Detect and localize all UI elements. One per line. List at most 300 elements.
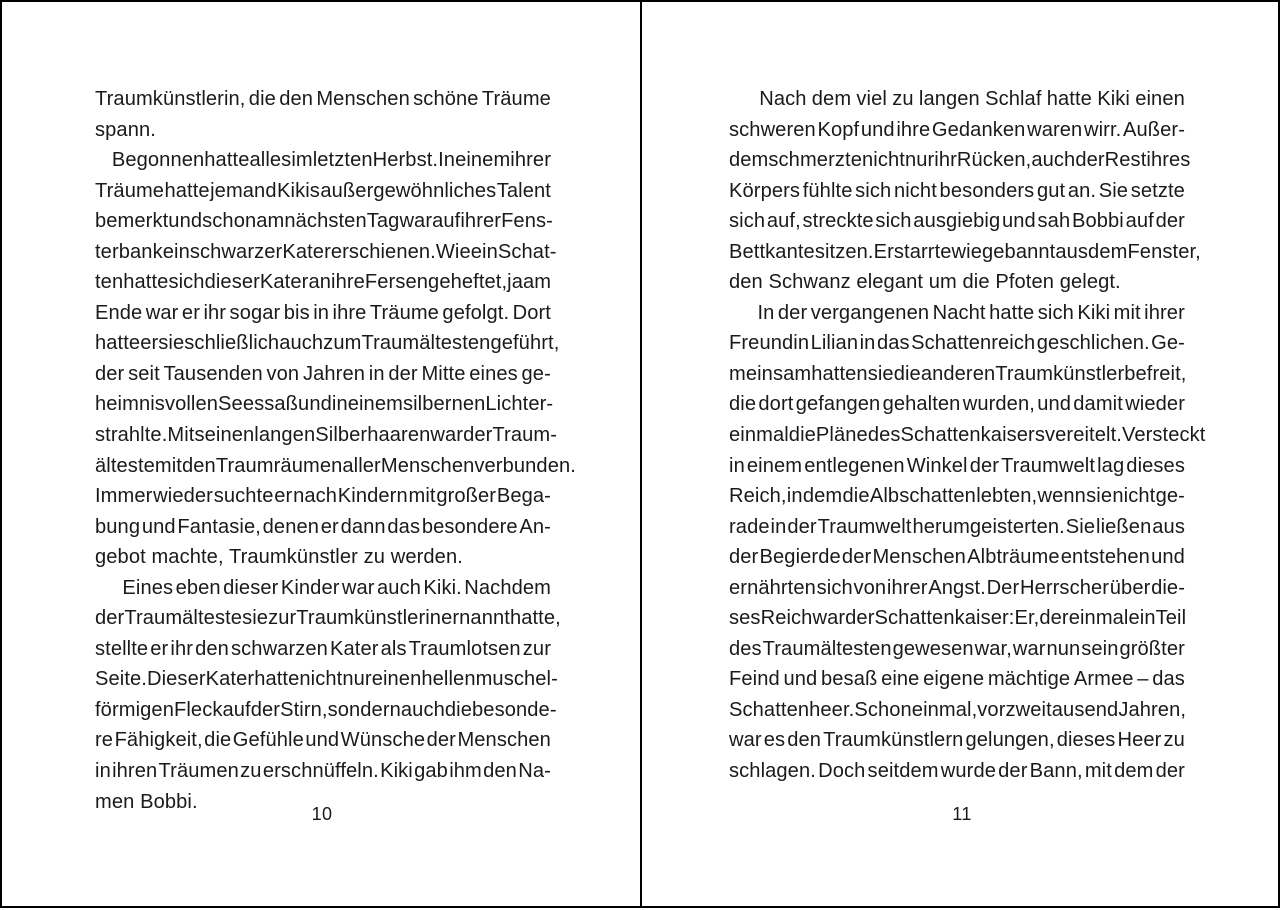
word: dem [1114, 760, 1154, 783]
word: Feind [729, 668, 780, 691]
word: Begonnen [111, 149, 205, 172]
text-line [95, 664, 558, 695]
text-line [95, 756, 551, 787]
word: ten [95, 271, 124, 294]
word: stellte [95, 637, 149, 660]
word: geführt, [490, 332, 560, 355]
word: wurden, [962, 393, 1035, 416]
word: Kiki. [423, 576, 462, 599]
word: ihrer [510, 149, 551, 172]
word: der [1155, 760, 1185, 783]
text-line [95, 145, 551, 176]
word: den [787, 729, 822, 752]
word: viel [856, 88, 887, 110]
text-line [729, 176, 1185, 207]
word: einem [455, 149, 511, 172]
word: Menschen [872, 546, 966, 569]
word: Schlaf [985, 88, 1042, 110]
word: lag [1097, 454, 1125, 477]
word: strahlte. [95, 424, 168, 447]
word: der [1039, 607, 1069, 630]
word: sie [867, 362, 894, 385]
word: ihre [896, 118, 931, 141]
word: ja [507, 271, 523, 294]
word: Der [986, 576, 1020, 599]
right-page-text-block [729, 84, 1206, 787]
word: wirr. [1083, 118, 1122, 141]
word: hatte, [509, 607, 561, 630]
word: Seite. [95, 668, 147, 691]
word: einmal [729, 424, 789, 447]
word: eines [469, 362, 518, 385]
word: Kater [259, 271, 309, 294]
word: alles [249, 149, 292, 172]
word: ließen [1096, 515, 1152, 538]
word: auch [1031, 149, 1076, 172]
word: mit [1113, 301, 1141, 324]
word: dort [758, 393, 794, 416]
word: bung [95, 515, 141, 538]
word: Reich, [729, 485, 787, 508]
word: re [95, 729, 114, 752]
word: den [182, 454, 216, 477]
word: und [305, 729, 340, 752]
line-text: gebot machte, Traumkünstler zu werden. [95, 546, 463, 569]
word: an [308, 271, 331, 294]
word: hellen [421, 668, 476, 691]
word: Gefühle [232, 729, 304, 752]
word: schließlich [184, 332, 280, 355]
word: über [1109, 576, 1151, 599]
word: der [95, 362, 125, 385]
word: Träume [481, 88, 551, 110]
text-line [95, 542, 551, 573]
word: und [783, 668, 818, 691]
word: auf [1125, 210, 1154, 233]
word: der [463, 424, 493, 447]
word: Kindern [337, 485, 408, 508]
word: in [770, 515, 787, 538]
word: sich [816, 576, 853, 599]
word: ihrer [460, 210, 502, 233]
word: ihren [112, 760, 158, 783]
word: auf [222, 698, 251, 721]
text-line [95, 695, 557, 726]
text-line [95, 206, 551, 237]
word: das [1152, 668, 1185, 691]
word: Angst. [928, 576, 986, 599]
paragraph-indent [729, 298, 754, 329]
paragraph-indent [729, 84, 754, 115]
word: Schon [854, 698, 912, 721]
word: zu [892, 88, 914, 110]
word: Immer [95, 485, 153, 508]
word: die [248, 88, 276, 110]
word: ihr [170, 637, 194, 660]
word: dem [811, 88, 852, 110]
word: eigene [923, 668, 985, 691]
word: Traumlotsen [408, 637, 521, 660]
word: Schattenheer. [729, 698, 855, 721]
text-line [729, 389, 1185, 420]
word: dieser [204, 271, 260, 294]
word: von [853, 576, 887, 599]
word: waren [1027, 118, 1083, 141]
text-line [729, 603, 1185, 634]
word: aus [1055, 240, 1089, 263]
word: der [1075, 149, 1105, 172]
word: im [291, 149, 313, 172]
word: Außer- [1122, 118, 1185, 141]
word: er [181, 301, 200, 324]
word: Traum- [492, 424, 558, 447]
word: gab [414, 760, 448, 783]
word: setzte [1130, 179, 1185, 202]
word: wieder [1125, 393, 1185, 416]
text-line [729, 359, 1185, 390]
word: nach [293, 485, 338, 508]
word: er [140, 332, 159, 355]
word: Kiki [380, 760, 413, 783]
word: schon [202, 210, 257, 233]
text-line [95, 267, 551, 298]
word: Bettkante [729, 240, 815, 263]
word: ihrer [886, 576, 928, 599]
right-page-folio: 11 [952, 804, 972, 824]
word: am [523, 271, 552, 294]
word: Begierde [759, 546, 841, 569]
word: besonders [939, 179, 1035, 202]
text-line [95, 603, 561, 634]
word: seitdem [867, 760, 939, 783]
word: Ende [95, 301, 143, 324]
word: Herrscher [1019, 576, 1110, 599]
word: des [729, 637, 762, 660]
word: sich [855, 179, 892, 202]
word: Schattenreich [911, 332, 1036, 355]
word: außergewöhnliches [320, 179, 497, 202]
word: entlegenen [804, 454, 905, 477]
word: meinsam [729, 362, 812, 385]
word: und [298, 393, 332, 416]
word: ihr [203, 301, 227, 324]
text-line [729, 451, 1185, 482]
word: ihres [1146, 149, 1191, 172]
text-line [95, 84, 551, 115]
word: wurde [940, 760, 996, 783]
paragraph-indent [95, 573, 120, 604]
text-line [95, 389, 554, 420]
line-text: spann. [95, 118, 156, 141]
word: eine [881, 668, 920, 691]
word: hatte [164, 179, 210, 202]
word: und [141, 515, 176, 538]
word: Fens- [501, 210, 553, 233]
word: zu [240, 760, 262, 783]
word: Traumkünstlern [823, 729, 964, 752]
paragraph [95, 84, 551, 145]
word: gefolgt. [442, 301, 510, 324]
word: schöne [413, 88, 479, 110]
word: rade [729, 515, 770, 538]
word: und [860, 118, 895, 141]
word: hatte [95, 332, 141, 355]
word: in [786, 485, 803, 508]
word: der [250, 698, 281, 721]
text-line [729, 725, 1185, 756]
word: schmerzte [768, 149, 862, 172]
text-line [95, 634, 551, 665]
word: wie [951, 240, 982, 263]
word: gebannt [982, 240, 1056, 263]
left-book-page [2, 2, 642, 910]
word: der [841, 546, 872, 569]
line-text: men Bobbi. [95, 790, 198, 813]
word: den [483, 760, 517, 783]
word: letzten [312, 149, 373, 172]
word: Mit [167, 424, 195, 447]
word: der [388, 362, 418, 385]
word: besonde- [472, 698, 557, 721]
word: saß [264, 393, 299, 416]
word: Talent [496, 179, 551, 202]
word: Doch [818, 760, 866, 783]
word: An- [519, 515, 551, 538]
word: hatte [204, 149, 250, 172]
word: Jahren, [1118, 698, 1187, 721]
word: der [729, 546, 759, 569]
word: Traumräumen [215, 454, 343, 477]
word: Tausenden [163, 362, 263, 385]
word: er [320, 515, 339, 538]
word: nur [904, 149, 935, 172]
word: ge- [1155, 485, 1185, 508]
text-line [729, 420, 1206, 451]
word: die [788, 424, 816, 447]
word: nur [342, 668, 372, 691]
word: Träume [369, 301, 439, 324]
word: Kater [282, 240, 331, 263]
word: Mitte [421, 362, 466, 385]
word: zur [268, 607, 297, 630]
word: silbernen [402, 393, 486, 416]
word: in [368, 362, 385, 385]
text-line [729, 634, 1185, 665]
word: ihm [449, 760, 482, 783]
word: Armee [1073, 668, 1134, 691]
word: Wünsche [340, 729, 426, 752]
word: war [399, 210, 433, 233]
word: Freundin [729, 332, 810, 355]
word: fühlte [802, 179, 853, 202]
text-line [95, 298, 551, 329]
text-line [729, 145, 1191, 176]
paragraph [729, 298, 1206, 787]
word: mit [154, 454, 182, 477]
word: vereitelt. [1045, 424, 1122, 447]
word: der [1155, 210, 1185, 233]
word: Träumen [158, 760, 239, 783]
word: Nacht [932, 301, 986, 324]
word: gefangen [795, 393, 881, 416]
word: Nachdem [464, 576, 551, 599]
word: Kiki [1097, 88, 1130, 110]
word: er [274, 485, 293, 508]
word: damit [1073, 393, 1123, 416]
word: Fleck [173, 698, 223, 721]
word: die [893, 362, 921, 385]
text-line [729, 237, 1201, 268]
word: nächsten [284, 210, 367, 233]
word: gehalten [882, 393, 961, 416]
word: sie [242, 607, 269, 630]
word: in [729, 454, 745, 477]
word: schwarzen [231, 637, 328, 660]
word: und [1001, 210, 1036, 233]
word: einem [347, 393, 403, 416]
word: Kikis [277, 179, 320, 202]
word: auf, [766, 210, 801, 233]
word: dieses [1126, 454, 1185, 477]
word: Wie [435, 240, 471, 263]
word: auf [432, 210, 461, 233]
word: ernannt [441, 607, 510, 630]
word: der [777, 301, 808, 324]
text-line [95, 359, 551, 390]
word: schwarzer [189, 240, 283, 263]
word: Rücken, [956, 149, 1032, 172]
word: bis [283, 301, 310, 324]
word: ein [162, 240, 190, 263]
word: sitzen. [814, 240, 874, 263]
word: Traumälteste [124, 607, 243, 630]
text-line [95, 115, 551, 146]
word: vergangenen [810, 301, 930, 324]
text-line [95, 176, 551, 207]
word: sah [1037, 210, 1071, 233]
word: anderen [920, 362, 996, 385]
text-line [729, 267, 1185, 298]
word: die [204, 729, 232, 752]
word: der [969, 454, 1000, 477]
text-line [729, 481, 1185, 512]
text-line [729, 512, 1185, 543]
word: Fähigkeit, [114, 729, 203, 752]
word: der [787, 515, 817, 538]
word: sie [158, 332, 185, 355]
word: ausgiebig [913, 210, 1001, 233]
word: auch [279, 332, 324, 355]
word: war [812, 607, 846, 630]
word: Kater [330, 637, 379, 660]
word: Bobbi [1071, 210, 1124, 233]
word: bemerkt [95, 210, 169, 233]
word: heimnisvollen [95, 393, 219, 416]
word: sie [1086, 485, 1113, 508]
text-line [95, 237, 557, 268]
word: Traumältesten [762, 637, 892, 660]
text-line [95, 328, 560, 359]
text-line [729, 84, 1185, 115]
word: die- [1151, 576, 1185, 599]
word: er [150, 637, 169, 660]
word: auch [400, 698, 445, 721]
word: die [729, 393, 757, 416]
word: Nach [759, 88, 807, 110]
word: erschnüffeln. [262, 760, 379, 783]
word: war [341, 576, 375, 599]
word: war, [974, 637, 1012, 660]
word: Heer [1117, 729, 1162, 752]
word: zur [522, 637, 551, 660]
text-line [729, 756, 1185, 787]
word: hatte [123, 271, 169, 294]
word: gewesen [892, 637, 974, 660]
word: geheftet, [428, 271, 508, 294]
right-book-page [642, 2, 1280, 910]
paragraph-indent [95, 145, 112, 176]
word: verbunden. [474, 454, 576, 477]
word: sich [875, 210, 912, 233]
word: sich [1037, 301, 1074, 324]
word: langen [918, 88, 980, 110]
word: einem [746, 454, 803, 477]
word: Sie [1098, 179, 1129, 202]
word: den [195, 637, 229, 660]
word: Traumwelt [1001, 454, 1096, 477]
word: dem [729, 149, 769, 172]
word: nicht [861, 149, 905, 172]
word: dieser [223, 576, 279, 599]
paragraph [95, 573, 561, 817]
word: Kopf [817, 118, 860, 141]
word: Menschen [316, 88, 410, 110]
word: die [842, 485, 870, 508]
word: das [876, 332, 910, 355]
word: ses [729, 607, 761, 630]
word: Licht [485, 393, 529, 416]
word: suchte [213, 485, 274, 508]
word: Tag [366, 210, 400, 233]
word: und [1037, 393, 1072, 416]
word: Bega- [496, 485, 551, 508]
word: Rest [1104, 149, 1147, 172]
word: aller [342, 454, 381, 477]
word: Albschatten [869, 485, 976, 508]
text-line [95, 420, 558, 451]
text-line [95, 481, 551, 512]
word: ein [470, 240, 498, 263]
word: Na- [518, 760, 551, 783]
word: und [168, 210, 203, 233]
word: zu [1163, 729, 1185, 752]
word: war [1012, 637, 1046, 660]
word: in [313, 301, 330, 324]
word: besaß [821, 668, 878, 691]
word: mächtige [987, 668, 1071, 691]
word: Silberhaaren [315, 424, 431, 447]
word: mit [408, 485, 436, 508]
word: ihre [332, 301, 367, 324]
word: In [438, 149, 456, 172]
text-line [729, 542, 1185, 573]
word: In [757, 301, 775, 324]
word: der [845, 607, 875, 630]
word: Dort [512, 301, 551, 324]
word: auch [377, 576, 421, 599]
word: eben [175, 576, 221, 599]
word: Winkel [906, 454, 968, 477]
